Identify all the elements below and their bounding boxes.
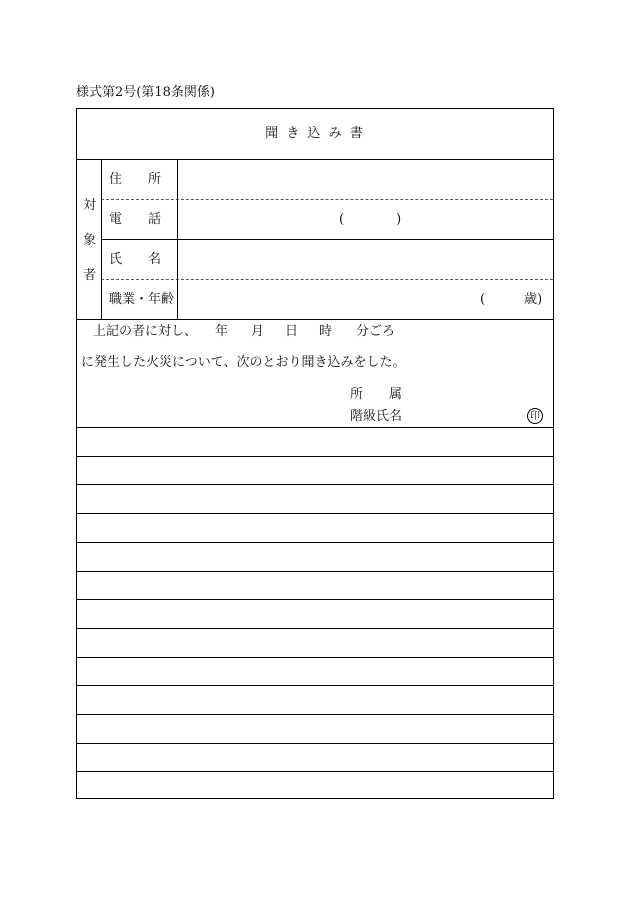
name-label: 氏 名 <box>109 252 162 267</box>
subject-bottom-line <box>77 319 553 320</box>
statement-prefix: 上記の者に対し、 <box>93 324 198 339</box>
statement-line-2: に発生した火災について、次のとおり聞き込みをした。 <box>81 355 406 370</box>
ruled-lines-area <box>77 427 553 799</box>
ruled-line <box>77 599 553 600</box>
occupation-age-label: 職業・年齢 <box>109 292 175 307</box>
form-code: 様式第2号(第18条関係) <box>76 85 215 100</box>
subject-side-label-3: 者 <box>83 268 97 283</box>
affiliation-label: 所 属 <box>350 387 403 402</box>
subject-side-label-1: 対 <box>83 198 97 213</box>
subject-side-label-2: 象 <box>83 233 97 248</box>
hearing-report-form <box>76 108 554 799</box>
phone-parentheses[interactable]: ( ) <box>339 212 402 227</box>
seal-mark: 印 <box>527 408 543 424</box>
ruled-line <box>77 657 553 658</box>
phone-label: 電 話 <box>109 212 162 227</box>
statement-month: 月 <box>251 324 265 339</box>
ruled-line <box>77 714 553 715</box>
name-field[interactable] <box>178 240 554 279</box>
side-label-divider <box>101 159 102 319</box>
rank-name-label: 階級氏名 <box>350 409 403 424</box>
address-divider <box>101 199 553 200</box>
ruled-line <box>77 456 553 457</box>
ruled-line <box>77 427 553 428</box>
form-title: 聞 き 込 み 書 <box>265 126 365 141</box>
address-field[interactable] <box>178 160 554 199</box>
ruled-line <box>77 628 553 629</box>
ruled-line <box>77 685 553 686</box>
ruled-line <box>77 513 553 514</box>
address-label: 住 所 <box>109 172 162 187</box>
ruled-line <box>77 571 553 572</box>
ruled-line <box>77 771 553 772</box>
statement-minute: 分ごろ <box>356 324 396 339</box>
name-divider <box>101 279 553 280</box>
statement-hour: 時 <box>319 324 333 339</box>
statement-day: 日 <box>285 324 299 339</box>
statement-year: 年 <box>215 324 229 339</box>
ruled-line <box>77 542 553 543</box>
ruled-line <box>77 743 553 744</box>
ruled-line <box>77 484 553 485</box>
age-parentheses[interactable]: ( 歳) <box>480 292 543 307</box>
